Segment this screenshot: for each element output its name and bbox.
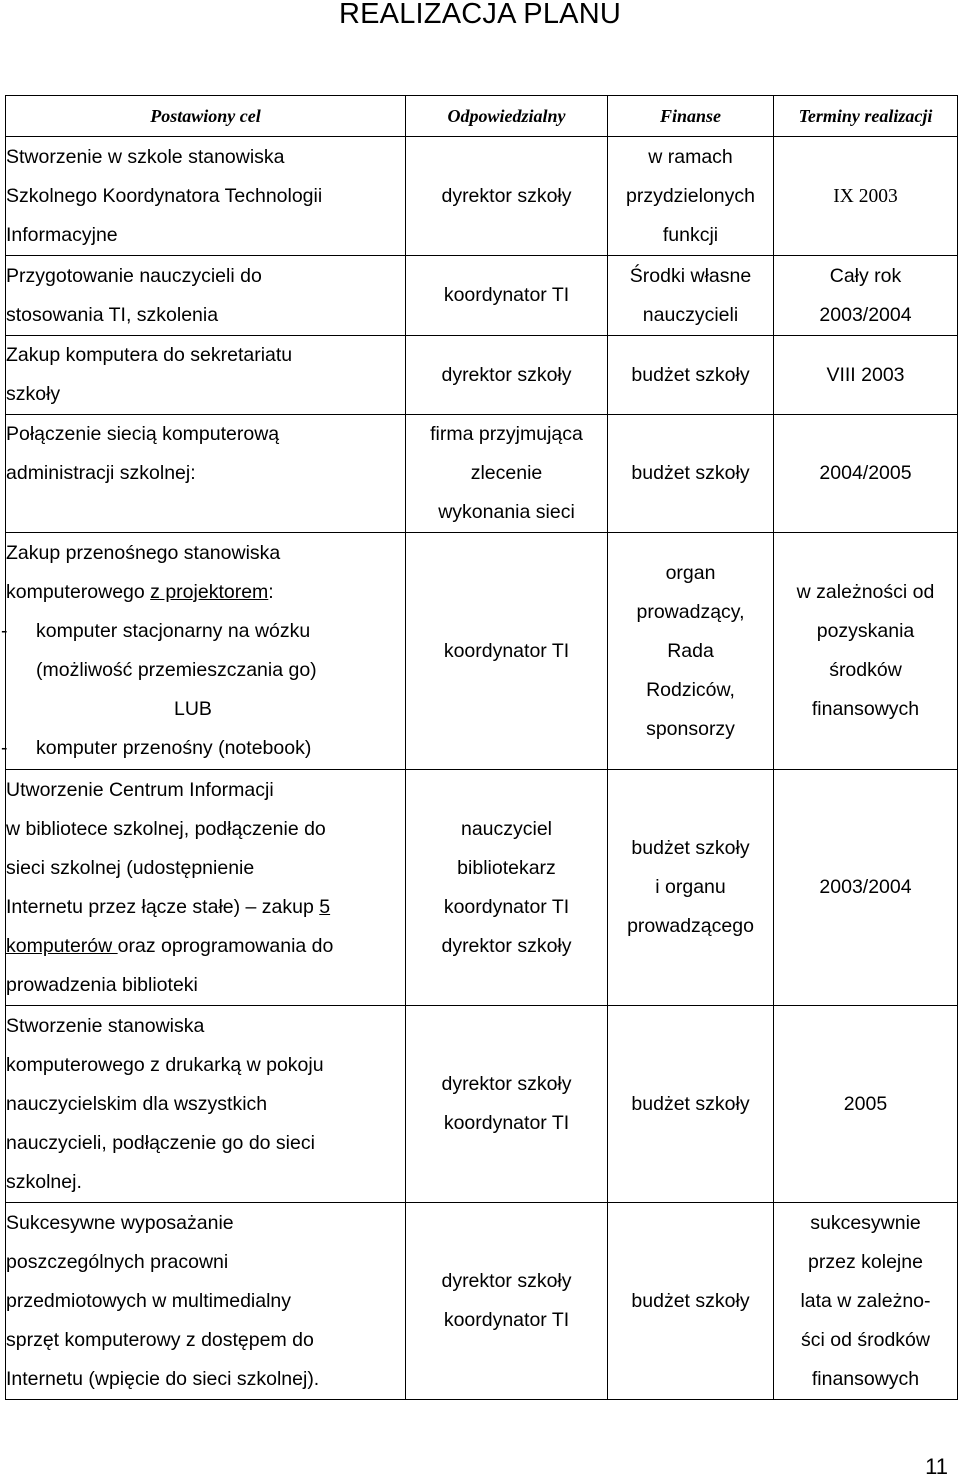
page-number: 11 [925, 1454, 948, 1479]
finance-cell [608, 256, 774, 336]
goal-cell [6, 415, 406, 533]
responsible-line: koordynator TI [443, 1112, 570, 1134]
deadline-line: finansowych [811, 1367, 920, 1390]
goal-line [6, 573, 405, 612]
goal-or: LUB [174, 698, 212, 720]
goal-line: Zakup komputera do sekretariatu [6, 344, 293, 366]
table-row [6, 336, 958, 415]
responsible-line: dyrektor szkoły [441, 934, 572, 957]
deadline-line: ści od środków [801, 1328, 930, 1351]
header-responsible: Odpowiedzialny [406, 96, 608, 137]
goal-line: Stworzenie w szkole stanowiska [6, 145, 285, 168]
goal-line [6, 927, 405, 966]
finance-cell [608, 1203, 774, 1400]
responsible-line: zlecenie [470, 462, 543, 484]
responsible-cell [406, 1006, 608, 1203]
finance-line: prowadzącego [627, 915, 754, 937]
responsible-cell [406, 336, 608, 415]
goal-line: sieci szkolnej (udostępnienie [6, 856, 255, 879]
goal-text: komputer stacjonarny na wózku [36, 620, 311, 642]
finance-cell [608, 137, 774, 256]
goal-line: Szkolnego Koordynatora Technologii [6, 184, 323, 207]
responsible-cell [406, 137, 608, 256]
finance-cell [608, 1006, 774, 1203]
finance-cell [608, 770, 774, 1006]
goal-line: Informacyjne [6, 223, 118, 246]
deadline-line: VIII 2003 [826, 363, 905, 386]
goal-line: komputerowego z drukarką w pokoju [6, 1053, 324, 1076]
deadline-cell [774, 415, 958, 533]
goal-line: Utworzenie Centrum Informacji [6, 778, 274, 801]
deadline-line: przez kolejne [808, 1250, 923, 1273]
goal-line [6, 493, 405, 532]
responsible-cell [406, 1203, 608, 1400]
goal-line: prowadzenia biblioteki [6, 973, 198, 996]
deadline-line: 2004/2005 [819, 462, 912, 484]
responsible-line: dyrektor szkoły [441, 363, 572, 386]
goal-underlined-text: 5 [319, 895, 331, 918]
goal-bullet [1, 729, 405, 768]
finance-line: budżet szkoły [631, 363, 750, 386]
table-row [6, 533, 958, 770]
finance-line: budżet szkoły [631, 1092, 750, 1115]
responsible-cell [406, 770, 608, 1006]
goal-line: poszczególnych pracowni [6, 1250, 229, 1273]
responsible-line: bibliotekarz [457, 856, 556, 879]
goal-line: nauczycieli, podłączenie go do sieci [6, 1131, 315, 1154]
deadline-cell [774, 533, 958, 770]
header-finance: Finanse [608, 96, 774, 137]
goal-cell [1, 533, 406, 770]
deadline-line: finansowych [811, 698, 920, 720]
goal-cell [6, 336, 406, 415]
finance-cell [608, 415, 774, 533]
deadline-line: IX 2003 [833, 185, 898, 207]
goal-line: (możliwość przemieszczania go) [36, 659, 317, 681]
goal-cell [6, 770, 406, 1006]
goal-cell [6, 137, 406, 256]
deadline-line: 2005 [843, 1092, 888, 1115]
table-row [6, 256, 958, 336]
bullet-dash: - [1, 737, 8, 759]
deadline-line: 2003/2004 [819, 876, 912, 898]
goal-underlined-text: z projektorem [150, 581, 269, 603]
deadline-cell [774, 770, 958, 1006]
goal-line: przedmiotowych w multimedialny [6, 1289, 292, 1312]
plan-table [1, 95, 958, 1400]
goal-line: sprzęt komputerowy z dostępem do [6, 1328, 314, 1351]
goal-text: Internetu przez łącze stałe) – zakup [6, 895, 320, 918]
finance-line: funkcji [662, 223, 719, 246]
responsible-cell [406, 415, 608, 533]
responsible-line: wykonania sieci [438, 501, 575, 523]
goal-underlined-text: komputerów [6, 934, 118, 957]
goal-line: Zakup przenośnego stanowiska [6, 542, 281, 564]
finance-line: i organu [655, 876, 726, 898]
goal-line: Stworzenie stanowiska [6, 1014, 205, 1037]
finance-cell [608, 336, 774, 415]
goal-text: : [268, 581, 274, 603]
finance-line: nauczycieli [642, 303, 739, 326]
finance-line: sponsorzy [646, 717, 735, 740]
deadline-line: lata w zależno- [800, 1289, 931, 1312]
responsible-line: dyrektor szkoły [441, 1073, 572, 1095]
goal-text: oraz oprogramowania do [117, 934, 334, 957]
responsible-line: nauczyciel [460, 817, 553, 840]
finance-line: budżet szkoły [631, 837, 750, 859]
finance-line: budżet szkoły [631, 462, 750, 484]
responsible-line: koordynator TI [443, 895, 570, 918]
responsible-cell [406, 533, 608, 770]
goal-line: szkolnej. [6, 1170, 82, 1193]
deadline-line: 2003/2004 [819, 303, 912, 326]
finance-cell [608, 533, 774, 770]
responsible-line: dyrektor szkoły [441, 1270, 572, 1292]
page-title: REALIZACJA PLANU [338, 0, 621, 30]
responsible-cell [406, 256, 608, 336]
finance-line: Środki własne [629, 264, 752, 287]
deadline-cell [774, 1203, 958, 1400]
goal-line: Połączenie siecią komputerową [6, 423, 280, 445]
bullet-dash: - [1, 620, 8, 642]
deadline-line: środków [829, 659, 902, 681]
responsible-line: dyrektor szkoły [441, 184, 572, 207]
deadline-cell [774, 336, 958, 415]
goal-line: stosowania TI, szkolenia [6, 303, 219, 326]
goal-cell [6, 1006, 406, 1203]
goal-line: szkoły [6, 383, 61, 405]
table-row [6, 137, 958, 256]
finance-line: Rodziców, [646, 678, 735, 701]
deadline-line: w zależności od [796, 581, 935, 603]
goal-line: nauczycielskim dla wszystkich [6, 1092, 268, 1115]
goal-line: administracji szkolnej: [6, 462, 196, 484]
goal-bullet [1, 612, 405, 651]
deadline-cell [774, 1006, 958, 1203]
deadline-cell [774, 137, 958, 256]
table-row [6, 1006, 958, 1203]
responsible-line: koordynator TI [443, 1309, 570, 1331]
finance-line: prowadzący, [636, 600, 745, 623]
deadline-cell [774, 256, 958, 336]
responsible-line: koordynator TI [443, 284, 570, 306]
header-row [6, 96, 958, 137]
goal-line: Internetu (wpięcie do sieci szkolnej). [6, 1367, 320, 1390]
goal-text: komputerowego [6, 581, 151, 603]
table-row [6, 770, 958, 1006]
goal-text: komputer przenośny (notebook) [36, 737, 312, 759]
goal-line: Przygotowanie nauczycieli do [6, 264, 262, 287]
deadline-line: Cały rok [829, 264, 902, 287]
goal-line: w bibliotece szkolnej, podłączenie do [6, 817, 326, 840]
goal-line [6, 888, 405, 927]
responsible-line: firma przyjmująca [430, 423, 583, 445]
header-goal: Postawiony cel [6, 96, 406, 137]
responsible-line: koordynator TI [443, 639, 570, 662]
table-row [6, 415, 958, 533]
goal-cell [6, 1203, 406, 1400]
finance-line: Rada [667, 639, 714, 662]
header-deadline: Terminy realizacji [774, 96, 958, 137]
deadline-line: pozyskania [816, 620, 915, 642]
finance-line: organ [665, 561, 716, 584]
goal-cell [6, 256, 406, 336]
finance-line: budżet szkoły [631, 1289, 750, 1312]
table-row [6, 1203, 958, 1400]
finance-line: w ramach [648, 145, 733, 168]
deadline-line: sukcesywnie [810, 1211, 921, 1234]
goal-line: Sukcesywne wyposażanie [6, 1211, 234, 1234]
finance-line: przydzielonych [626, 184, 755, 207]
